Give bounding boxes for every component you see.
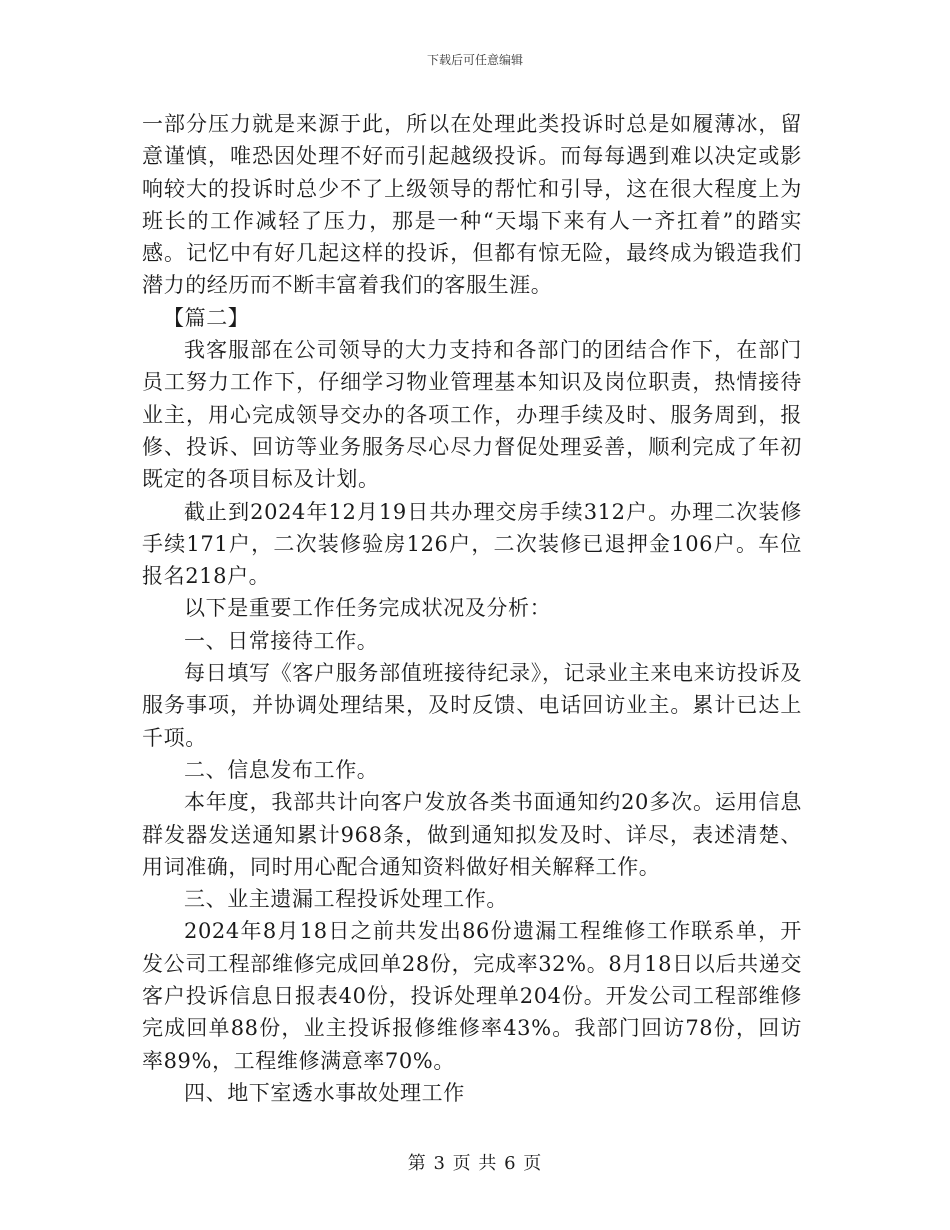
- paragraph-statistics: 截止到2024年12月19日共办理交房手续312户。办理二次装修手续171户，二次装修验房126户，二次装修已退押金106户。车位报名218户。: [142, 499, 802, 589]
- subheading-basement: 四、地下室透水事故处理工作: [184, 1080, 465, 1105]
- subheading-complaints: 三、业主遗漏工程投诉处理工作。: [184, 887, 508, 912]
- paragraph-notices: 本年度，我部共计向客户发放各类书面通知约20多次。运用信息群发器发送通知累计968条，做到通知拟发及时、详尽，表述清楚、用词准确，同时用心配合通知资料做好相关解释工作。: [142, 790, 802, 879]
- subheading-reception: 一、日常接待工作。: [184, 628, 379, 653]
- paragraph-continuation: 一部分压力就是来源于此，所以在处理此类投诉时总是如履薄冰，留意谨慎，唯恐因处理不好而引起越级投诉。而每每遇到难以决定或影响较大的投诉时总少不了上级领导的帮忙和引导，这在很大程度上为班长的工作减轻了压力，那是一种“天塌下来有人一齐扛着”的踏实感。记忆中有好几起这样的投诉，但都有惊无险，最终成为锻造我们潜力的经历而不断丰富着我们的客服生涯。: [142, 112, 802, 298]
- paragraph-reception: 每日填写《客户服务部值班接待纪录》，记录业主来电来访投诉及服务事项，并协调处理结果，及时反馈、电话回访业主。累计已达上千项。: [142, 661, 802, 750]
- page-header: 下载后可任意编辑: [426, 53, 523, 67]
- paragraph-summary-lead: 以下是重要工作任务完成状况及分析：: [184, 596, 552, 621]
- section-heading: 【篇二】: [163, 305, 250, 330]
- paragraph-intro: 我客服部在公司领导的大力支持和各部门的团结合作下，在部门员工努力工作下，仔细学习物业管理基本知识及岗位职责，热情接待业主，用心完成领导交办的各项工作，办理手续及时、服务周到，报修、投诉、回访等业务服务尽心尽力督促处理妥善，顺利完成了年初既定的各项目标及计划。: [142, 338, 802, 492]
- subheading-notices: 二、信息发布工作。: [184, 757, 379, 782]
- paragraph-complaints: 2024年8月18日之前共发出86份遗漏工程维修工作联系单，开发公司工程部维修完成回单28份，完成率32%。8月18日以后共递交客户投诉信息日报表40份，投诉处理单204份。开发公司工程部维修完成回单88份，业主投诉报修维修率43%。我部门回访78份，回访率89%，工程维修满意率70%。: [142, 919, 802, 1073]
- document-body: [142, 108, 802, 1109]
- page-footer: 第 3 页 共 6 页: [407, 1153, 543, 1174]
